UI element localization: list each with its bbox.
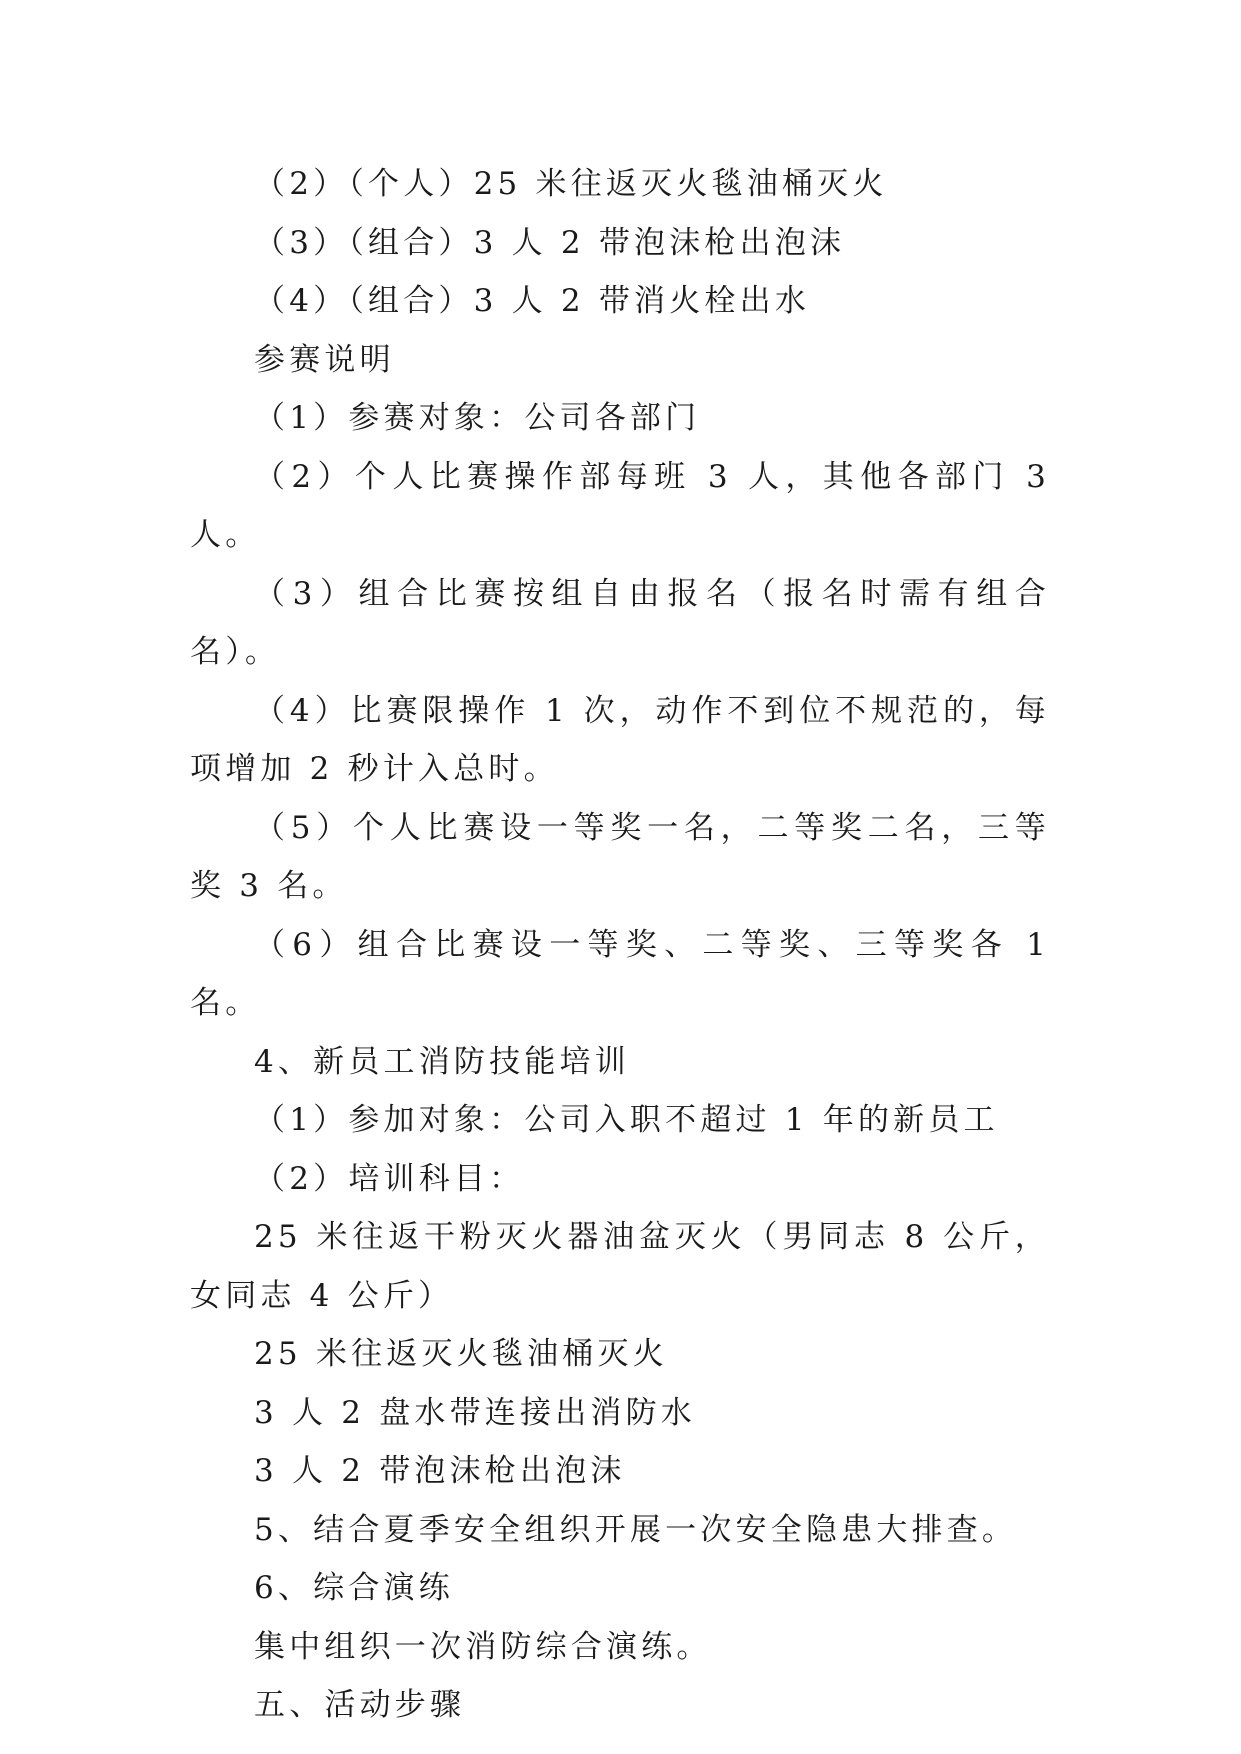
paragraph-training-target: （1）参加对象：公司入职不超过 1 年的新员工 — [254, 1102, 999, 1138]
paragraph-item-4-group-hydrant: （4）（组合）3 人 2 带消火栓出水 — [254, 283, 811, 319]
paragraph-subject-powder-extinguisher: 25 米往返干粉灭火器油盆灭火（男同志 8 公斤，女同志 4 公斤） — [190, 1219, 1050, 1314]
paragraph-heading-participation-notes: 参赛说明 — [254, 341, 395, 378]
paragraph-note-1: （1）参赛对象：公司各部门 — [254, 400, 701, 436]
paragraph-note-4: （4）比赛限操作 1 次，动作不到位不规范的，每项增加 2 秒计入总时。 — [190, 692, 1050, 787]
document-body — [190, 155, 1065, 1735]
paragraph-subject-foam-gun: 3 人 2 带泡沫枪出泡沫 — [254, 1453, 626, 1489]
paragraph-heading-activity-steps: 五、活动步骤 — [254, 1687, 466, 1723]
paragraph-note-6: （6）组合比赛设一等奖、二等奖、三等奖各 1 名。 — [190, 926, 1065, 1021]
paragraph-item-3-group-foam: （3）（组合）3 人 2 带泡沫枪出泡沫 — [254, 224, 846, 261]
paragraph-note-2: （2）个人比赛操作部每班 3 人，其他各部门 3 人。 — [190, 458, 1065, 553]
paragraph-item-2-individual: （2）（个人）25 米往返灭火毯油桶灭火 — [254, 166, 888, 202]
paragraph-note-5: （5）个人比赛设一等奖一名，二等奖二名，三等奖 3 名。 — [190, 809, 1050, 904]
paragraph-note-3: （3）组合比赛按组自由报名（报名时需有组合名）。 — [190, 575, 1050, 670]
paragraph-item-5-safety-inspection: 5、结合夏季安全组织开展一次安全隐患大排查。 — [254, 1511, 1018, 1548]
paragraph-subject-hose-connection: 3 人 2 盘水带连接出消防水 — [254, 1394, 697, 1431]
paragraph-training-subjects: （2）培训科目： — [254, 1160, 525, 1197]
paragraph-drill-description: 集中组织一次消防综合演练。 — [254, 1628, 712, 1665]
paragraph-heading-comprehensive-drill: 6、综合演练 — [254, 1570, 454, 1606]
paragraph-heading-new-staff-training: 4、新员工消防技能培训 — [254, 1043, 630, 1080]
paragraph-subject-fire-blanket: 25 米往返灭火毯油桶灭火 — [254, 1336, 668, 1372]
